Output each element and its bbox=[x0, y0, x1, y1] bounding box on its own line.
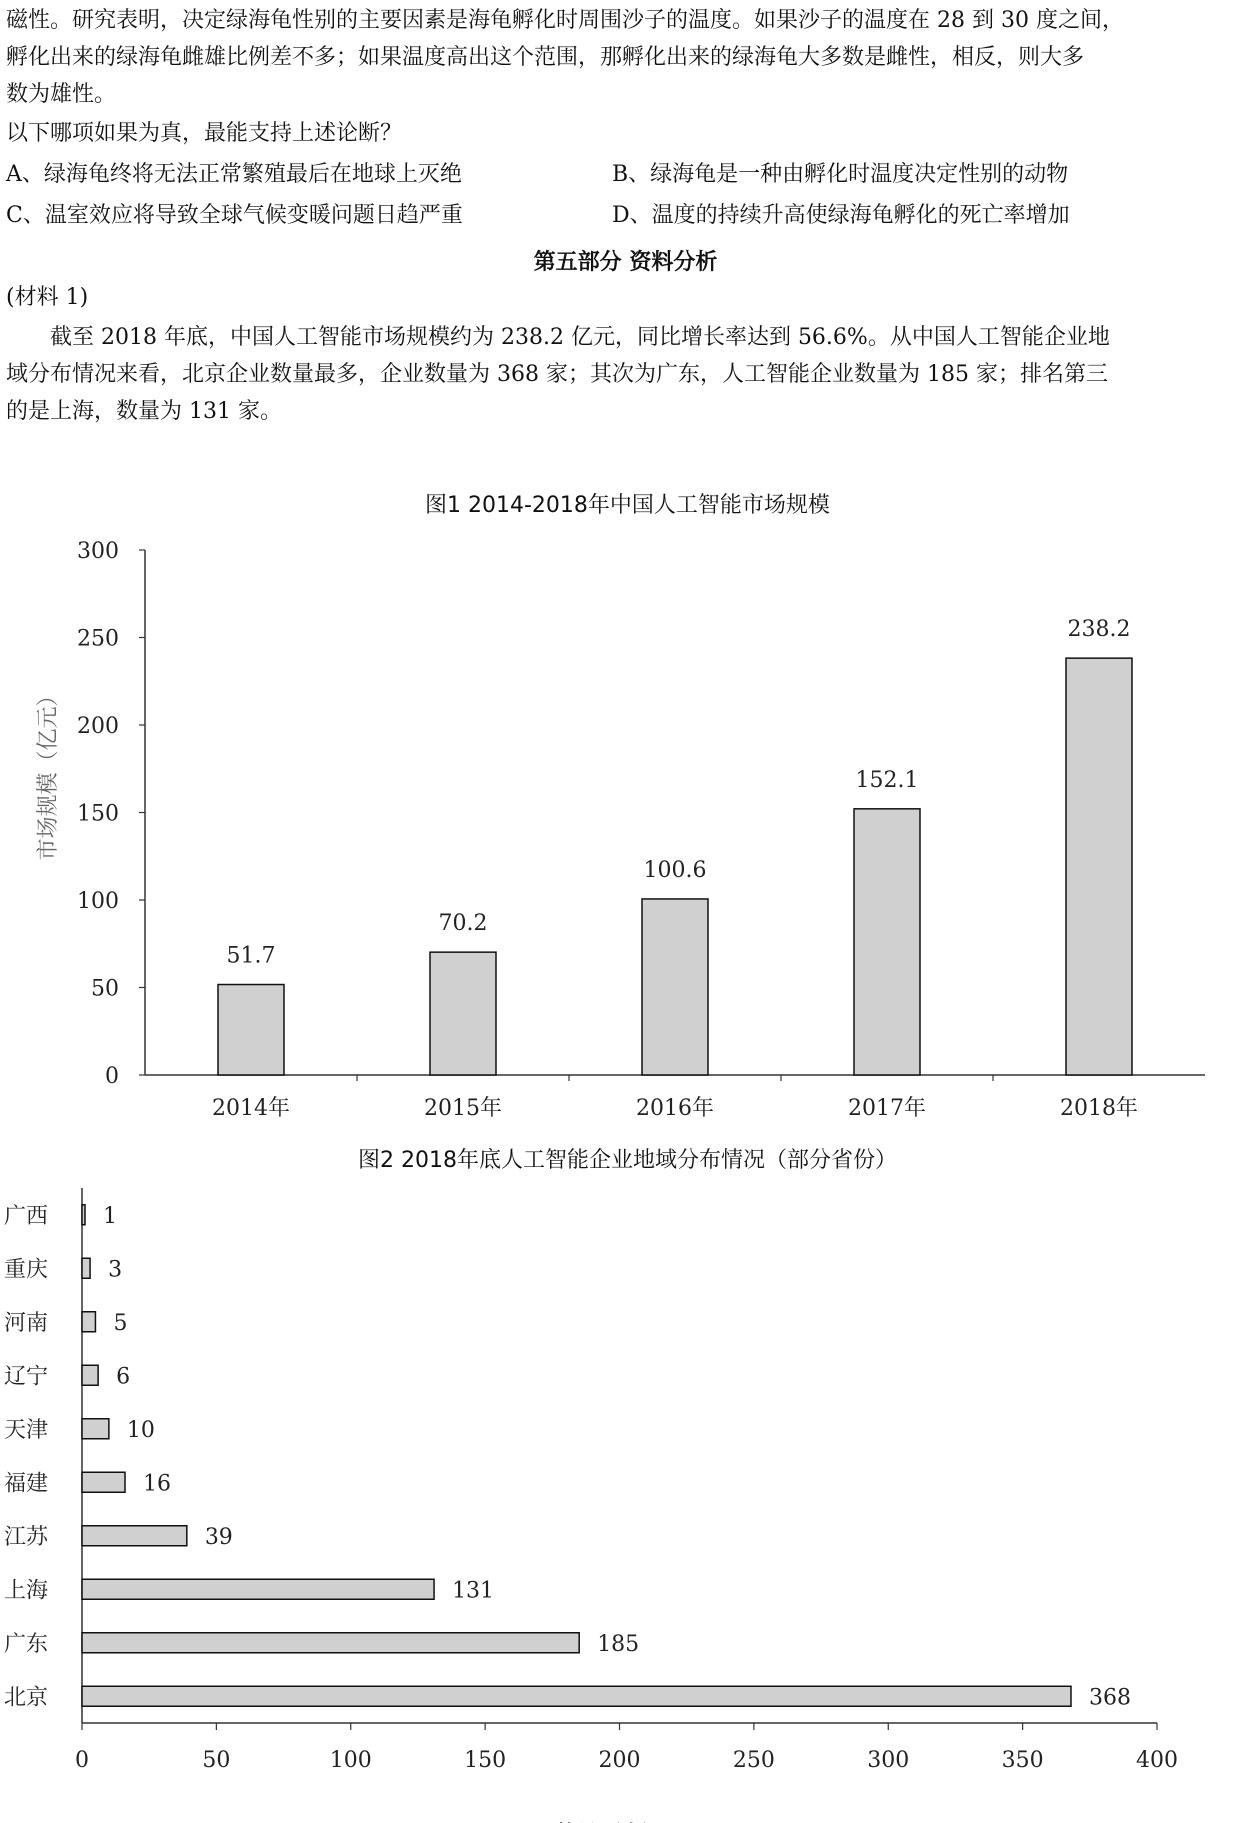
chart2-x-tick-label: 0 bbox=[75, 1748, 89, 1773]
chart1-y-tick-label: 150 bbox=[77, 801, 119, 827]
chart2-bar bbox=[82, 1205, 85, 1225]
chart1-category-label: 2015年 bbox=[424, 1096, 502, 1121]
chart2-value-label: 368 bbox=[1089, 1685, 1131, 1711]
chart2-bar bbox=[82, 1686, 1071, 1706]
chart1-value-label: 51.7 bbox=[226, 943, 276, 969]
chart1-title: 图1 2014-2018年中国人工智能市场规模 bbox=[425, 493, 830, 518]
material-paragraph-line-2: 域分布情况来看，北京企业数量最多，企业数量为 368 家；其次为广东，人工智能企业数量为 185 家；排名第三 bbox=[6, 362, 1108, 387]
chart1-y-axis-label: 市场规模（亿元） bbox=[36, 684, 61, 861]
question-text-line-1: 磁性。研究表明，决定绿海龟性别的主要因素是海龟孵化时周围沙子的温度。如果沙子的温度在 28 到 30 度之间， bbox=[6, 8, 1124, 33]
chart2-category-label: 上海 bbox=[4, 1578, 49, 1604]
question-text-line-3: 数为雄性。 bbox=[6, 82, 117, 107]
option-b: B、绿海龟是一种由孵化时温度决定性别的动物 bbox=[612, 162, 1069, 187]
chart2-value-label: 6 bbox=[116, 1364, 131, 1390]
chart2-x-tick-label: 400 bbox=[1136, 1748, 1178, 1773]
chart1-y-tick-label: 0 bbox=[105, 1064, 119, 1089]
chart2-value-label: 3 bbox=[108, 1257, 123, 1283]
chart1-category-label: 2014年 bbox=[212, 1096, 290, 1121]
chart2-bar bbox=[82, 1312, 95, 1332]
chart1-value-label: 238.2 bbox=[1067, 617, 1131, 643]
chart1-category-label: 2016年 bbox=[636, 1096, 714, 1121]
chart2-x-tick-label: 350 bbox=[1001, 1748, 1044, 1773]
chart2-x-tick-label: 150 bbox=[464, 1748, 507, 1773]
chart2-value-label: 185 bbox=[597, 1631, 640, 1657]
chart1-bar bbox=[854, 809, 920, 1075]
chart1-bar bbox=[642, 899, 708, 1075]
chart2-value-label: 10 bbox=[126, 1417, 155, 1443]
chart1-value-label: 100.6 bbox=[643, 857, 707, 883]
chart2-x-tick-label: 300 bbox=[867, 1748, 910, 1773]
option-a: A、绿海龟终将无法正常繁殖最后在地球上灭绝 bbox=[6, 162, 462, 187]
chart1-y-tick-label: 100 bbox=[77, 889, 119, 914]
chart1-value-label: 152.1 bbox=[855, 767, 919, 793]
chart1-bar bbox=[218, 985, 284, 1075]
chart1-bar bbox=[1066, 658, 1132, 1075]
chart2-bar bbox=[82, 1526, 187, 1546]
chart2-bar bbox=[82, 1419, 109, 1439]
chart2-category-label: 江苏 bbox=[4, 1524, 49, 1550]
chart2-bar bbox=[82, 1472, 125, 1492]
section-title: 第五部分 资料分析 bbox=[533, 250, 718, 275]
chart2-bar bbox=[82, 1258, 90, 1278]
chart1-bar bbox=[430, 952, 496, 1075]
option-c: C、温室效应将导致全球气候变暖问题日趋严重 bbox=[6, 203, 463, 228]
material-paragraph-line-3: 的是上海，数量为 131 家。 bbox=[6, 399, 282, 424]
chart2-category-label: 河南 bbox=[4, 1310, 49, 1336]
chart2-category-label: 北京 bbox=[4, 1685, 49, 1711]
chart2-category-label: 福建 bbox=[4, 1471, 49, 1497]
chart2-x-tick-label: 200 bbox=[598, 1748, 641, 1773]
chart1-market-size bbox=[0, 520, 1251, 1160]
chart1-category-label: 2017年 bbox=[848, 1096, 926, 1121]
chart2-category-label: 辽宁 bbox=[4, 1364, 49, 1390]
chart1-y-tick-label: 50 bbox=[91, 976, 119, 1002]
option-d: D、温度的持续升高使绿海龟孵化的死亡率增加 bbox=[612, 203, 1070, 228]
question-prompt: 以下哪项如果为真，最能支持上述论断？ bbox=[6, 121, 403, 146]
chart2-x-tick-label: 250 bbox=[732, 1748, 775, 1773]
chart2-x-tick-label: 50 bbox=[202, 1748, 231, 1773]
chart2-bar bbox=[82, 1579, 434, 1599]
chart2-value-label: 5 bbox=[113, 1310, 128, 1336]
material-paragraph-line-1: 截至 2018 年底，中国人工智能市场规模约为 238.2 亿元，同比增长率达到 56.6%。从中国人工智能企业地 bbox=[50, 325, 1110, 350]
chart2-bar bbox=[82, 1365, 98, 1385]
chart2-title: 图2 2018年底人工智能企业地域分布情况（部分省份） bbox=[358, 1148, 897, 1173]
chart1-y-tick-label: 300 bbox=[77, 539, 119, 564]
chart2-category-label: 广西 bbox=[4, 1203, 49, 1229]
chart2-x-tick-label: 100 bbox=[329, 1748, 372, 1773]
chart2-enterprise-distribution bbox=[0, 1163, 1251, 1823]
chart2-bar bbox=[82, 1633, 579, 1653]
chart1-y-tick-label: 200 bbox=[77, 714, 119, 739]
chart2-value-label: 1 bbox=[103, 1203, 117, 1229]
chart2-category-label: 重庆 bbox=[4, 1257, 49, 1283]
chart1-y-tick-label: 250 bbox=[77, 626, 119, 652]
chart2-category-label: 广东 bbox=[4, 1631, 49, 1657]
material-label: (材料 1) bbox=[6, 285, 89, 310]
chart2-value-label: 16 bbox=[143, 1471, 171, 1497]
chart1-category-label: 2018年 bbox=[1060, 1096, 1138, 1121]
question-text-line-2: 孵化出来的绿海龟雌雄比例差不多；如果温度高出这个范围，那孵化出来的绿海龟大多数是雌性，相反，则大多 bbox=[6, 45, 1085, 70]
chart1-value-label: 70.2 bbox=[438, 911, 488, 937]
chart2-value-label: 39 bbox=[204, 1524, 233, 1550]
chart2-value-label: 131 bbox=[452, 1578, 495, 1604]
chart2-category-label: 天津 bbox=[4, 1417, 49, 1443]
